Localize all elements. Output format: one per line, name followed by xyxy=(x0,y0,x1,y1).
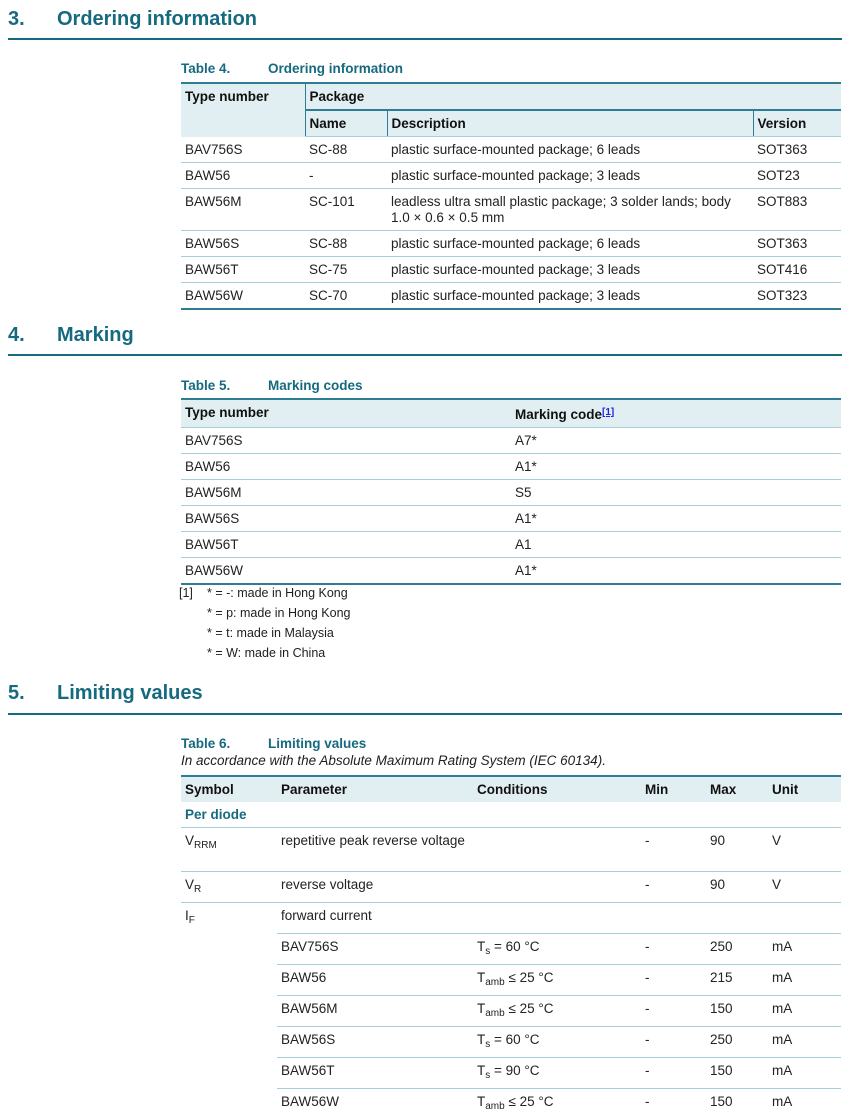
section-heading-marking xyxy=(0,324,850,352)
cell-description: plastic surface-mounted package; 6 leads xyxy=(387,137,753,163)
col-header-package: Package xyxy=(305,83,841,110)
cell-unit: mA xyxy=(768,964,841,995)
section-number: 3. xyxy=(8,8,25,30)
cell-description: plastic surface-mounted package; 6 leads xyxy=(387,231,753,257)
table5-caption-text: Marking codes xyxy=(268,378,363,393)
cell-sub-type: BAW56S xyxy=(277,1026,473,1057)
table-row xyxy=(181,257,841,283)
table5-label: Table 5. xyxy=(181,378,231,393)
table6-caption xyxy=(181,736,366,751)
condition-base: T xyxy=(477,1093,486,1109)
table-row xyxy=(181,828,841,872)
cell-max: 250 xyxy=(706,1026,768,1057)
condition-rest: = 60 °C xyxy=(490,938,540,954)
cell-type-number: BAW56T xyxy=(181,532,511,558)
table-row xyxy=(181,872,841,903)
table6-subtitle: In accordance with the Absolute Maximum Rating System (IEC 60134). xyxy=(181,753,606,768)
col-header-conditions: Conditions xyxy=(473,776,641,802)
cell-type-number: BAW56S xyxy=(181,231,305,257)
cell-unit: mA xyxy=(768,1057,841,1088)
section-title: Limiting values xyxy=(57,682,203,704)
cell-package-name: SC-88 xyxy=(305,231,387,257)
symbol-base: I xyxy=(185,908,189,923)
table-subrow xyxy=(181,1026,841,1057)
cell-type-number: BAW56 xyxy=(181,454,511,480)
cell-marking-code: A1 xyxy=(511,532,841,558)
section-heading-ordering xyxy=(0,8,850,36)
cell-marking-code: A7* xyxy=(511,428,841,454)
cell-unit: mA xyxy=(768,1026,841,1057)
cell-min: - xyxy=(641,964,706,995)
cell-unit: mA xyxy=(768,995,841,1026)
table-row xyxy=(181,903,841,934)
cell-sub-type: BAW56W xyxy=(277,1088,473,1119)
condition-subscript: amb xyxy=(485,976,505,988)
cell-symbol-spacer xyxy=(181,964,277,995)
condition-rest: = 90 °C xyxy=(490,1062,540,1078)
cell-package-name: SC-70 xyxy=(305,283,387,310)
col-header-min: Min xyxy=(641,776,706,802)
footnote-line xyxy=(179,623,351,643)
col-header-marking-code-label: Marking code xyxy=(515,407,603,422)
cell-type-number: BAV756S xyxy=(181,137,305,163)
footnote-text: * = -: made in Hong Kong xyxy=(207,586,348,600)
table-row xyxy=(181,506,841,532)
condition-rest: ≤ 25 °C xyxy=(504,1000,554,1016)
table-row xyxy=(181,480,841,506)
cell-type-number: BAW56 xyxy=(181,163,305,189)
col-header-type-number: Type number xyxy=(181,83,305,137)
cell-min: - xyxy=(641,828,706,872)
condition-base: T xyxy=(477,938,486,954)
cell-max: 150 xyxy=(706,1088,768,1119)
table6-label: Table 6. xyxy=(181,736,231,751)
cell-max: 150 xyxy=(706,1057,768,1088)
cell-version: SOT23 xyxy=(753,163,841,189)
table-subrow xyxy=(181,995,841,1026)
cell-type-number: BAV756S xyxy=(181,428,511,454)
cell-parameter: repetitive peak reverse voltage xyxy=(277,828,473,872)
cell-max: 150 xyxy=(706,995,768,1026)
condition-base: T xyxy=(477,1000,486,1016)
table-group-row xyxy=(181,802,841,828)
cell-marking-code: A1* xyxy=(511,558,841,585)
table-row xyxy=(181,532,841,558)
cell-description: plastic surface-mounted package; 3 leads xyxy=(387,257,753,283)
section-title: Marking xyxy=(57,324,134,346)
table6-caption-text: Limiting values xyxy=(268,736,367,751)
cell-description: leadless ultra small plastic package; 3 solder lands; body 1.0 × 0.6 × 0.5 mm xyxy=(387,189,753,231)
cell-package-name: - xyxy=(305,163,387,189)
cell-parameter: reverse voltage xyxy=(277,872,473,903)
cell-package-name: SC-88 xyxy=(305,137,387,163)
cell-version: SOT323 xyxy=(753,283,841,310)
cell-type-number: BAW56W xyxy=(181,283,305,310)
cell-type-number: BAW56M xyxy=(181,189,305,231)
cell-unit: V xyxy=(768,872,841,903)
col-header-unit: Unit xyxy=(768,776,841,802)
table4-caption-text: Ordering information xyxy=(268,61,403,76)
symbol-base: V xyxy=(185,877,195,892)
cell-sub-type: BAV756S xyxy=(277,933,473,964)
cell-type-number: BAW56S xyxy=(181,506,511,532)
cell-marking-code: A1* xyxy=(511,506,841,532)
cell-max: 90 xyxy=(706,872,768,903)
cell-package-name: SC-75 xyxy=(305,257,387,283)
footnote-text: * = W: made in China xyxy=(207,646,326,660)
cell-version: SOT416 xyxy=(753,257,841,283)
cell-symbol xyxy=(181,828,277,872)
cell-conditions xyxy=(473,1088,641,1119)
cell-min: - xyxy=(641,1057,706,1088)
cell-symbol xyxy=(181,872,277,903)
cell-min: - xyxy=(641,1026,706,1057)
col-header-version: Version xyxy=(753,110,841,137)
table-row xyxy=(181,137,841,163)
cell-min: - xyxy=(641,995,706,1026)
footnote-text: * = p: made in Hong Kong xyxy=(207,606,351,620)
footnote-link[interactable]: [1] xyxy=(602,407,615,418)
cell-sub-type: BAW56M xyxy=(277,995,473,1026)
cell-unit xyxy=(768,903,841,934)
cell-version: SOT363 xyxy=(753,137,841,163)
cell-unit: mA xyxy=(768,1088,841,1119)
section-heading-limiting-values xyxy=(0,682,850,710)
symbol-subscript: RRM xyxy=(194,840,217,851)
table-row xyxy=(181,558,841,585)
table5-footnote xyxy=(179,583,351,663)
table-row xyxy=(181,454,841,480)
condition-rest: ≤ 25 °C xyxy=(504,1093,554,1109)
section-rule xyxy=(8,38,842,40)
table-row xyxy=(181,283,841,310)
cell-max: 90 xyxy=(706,828,768,872)
symbol-base: V xyxy=(185,833,195,848)
condition-subscript: s xyxy=(485,1038,491,1050)
table-row xyxy=(181,428,841,454)
col-header-description: Description xyxy=(387,110,753,137)
cell-conditions xyxy=(473,872,641,903)
cell-type-number: BAW56T xyxy=(181,257,305,283)
cell-max: 215 xyxy=(706,964,768,995)
condition-rest: ≤ 25 °C xyxy=(504,969,554,985)
cell-sub-type: BAW56 xyxy=(277,964,473,995)
footnote-marker: [1] xyxy=(179,586,193,600)
cell-conditions xyxy=(473,964,641,995)
cell-sub-type: BAW56T xyxy=(277,1057,473,1088)
cell-min xyxy=(641,903,706,934)
section-rule xyxy=(8,713,842,715)
cell-max: 250 xyxy=(706,933,768,964)
cell-symbol xyxy=(181,903,277,934)
footnote-line xyxy=(179,643,351,663)
cell-unit: V xyxy=(768,828,841,872)
condition-subscript: amb xyxy=(485,1007,505,1019)
condition-rest: = 60 °C xyxy=(490,1031,540,1047)
condition-base: T xyxy=(477,969,486,985)
group-label: Per diode xyxy=(181,802,841,828)
ordering-information-table xyxy=(181,82,841,310)
section-rule xyxy=(8,354,842,356)
table-subrow xyxy=(181,933,841,964)
condition-subscript: s xyxy=(485,1069,491,1081)
cell-type-number: BAW56M xyxy=(181,480,511,506)
cell-conditions xyxy=(473,995,641,1026)
cell-symbol-spacer xyxy=(181,933,277,964)
table4-label: Table 4. xyxy=(181,61,231,76)
table-row xyxy=(181,163,841,189)
cell-conditions xyxy=(473,1026,641,1057)
col-header-name: Name xyxy=(305,110,387,137)
cell-conditions xyxy=(473,933,641,964)
cell-description: plastic surface-mounted package; 3 leads xyxy=(387,163,753,189)
cell-type-number: BAW56W xyxy=(181,558,511,585)
cell-conditions xyxy=(473,903,641,934)
cell-symbol-spacer xyxy=(181,1026,277,1057)
col-header-type-number: Type number xyxy=(181,399,511,428)
symbol-subscript: R xyxy=(194,884,202,895)
col-header-max: Max xyxy=(706,776,768,802)
footnote-line xyxy=(179,583,351,603)
table-subrow xyxy=(181,1088,841,1119)
cell-marking-code: S5 xyxy=(511,480,841,506)
cell-parameter: forward current xyxy=(281,908,372,923)
col-header-marking-code xyxy=(511,399,841,428)
cell-version: SOT363 xyxy=(753,231,841,257)
cell-symbol-spacer xyxy=(181,995,277,1026)
footnote-line xyxy=(179,603,351,623)
cell-unit: mA xyxy=(768,933,841,964)
cell-max xyxy=(706,903,768,934)
condition-subscript: s xyxy=(485,945,491,957)
cell-min: - xyxy=(641,933,706,964)
cell-description: plastic surface-mounted package; 3 leads xyxy=(387,283,753,310)
condition-base: T xyxy=(477,1031,486,1047)
marking-codes-table xyxy=(181,398,841,585)
table5-caption xyxy=(181,378,363,393)
cell-marking-code: A1* xyxy=(511,454,841,480)
table4-caption xyxy=(181,61,403,76)
table-row xyxy=(181,189,841,231)
cell-package-name: SC-101 xyxy=(305,189,387,231)
cell-conditions xyxy=(473,828,641,872)
table-subrow xyxy=(181,964,841,995)
cell-version: SOT883 xyxy=(753,189,841,231)
symbol-subscript: F xyxy=(188,915,195,926)
col-header-symbol: Symbol xyxy=(181,776,277,802)
section-title: Ordering information xyxy=(57,8,257,30)
limiting-values-table xyxy=(181,775,841,1119)
cell-min: - xyxy=(641,872,706,903)
section-number: 5. xyxy=(8,682,25,704)
cell-symbol-spacer xyxy=(181,1088,277,1119)
col-header-parameter: Parameter xyxy=(277,776,473,802)
section-number: 4. xyxy=(8,324,25,346)
cell-min: - xyxy=(641,1088,706,1119)
condition-base: T xyxy=(477,1062,486,1078)
footnote-text: * = t: made in Malaysia xyxy=(207,626,334,640)
table-row xyxy=(181,231,841,257)
condition-subscript: amb xyxy=(485,1100,505,1112)
